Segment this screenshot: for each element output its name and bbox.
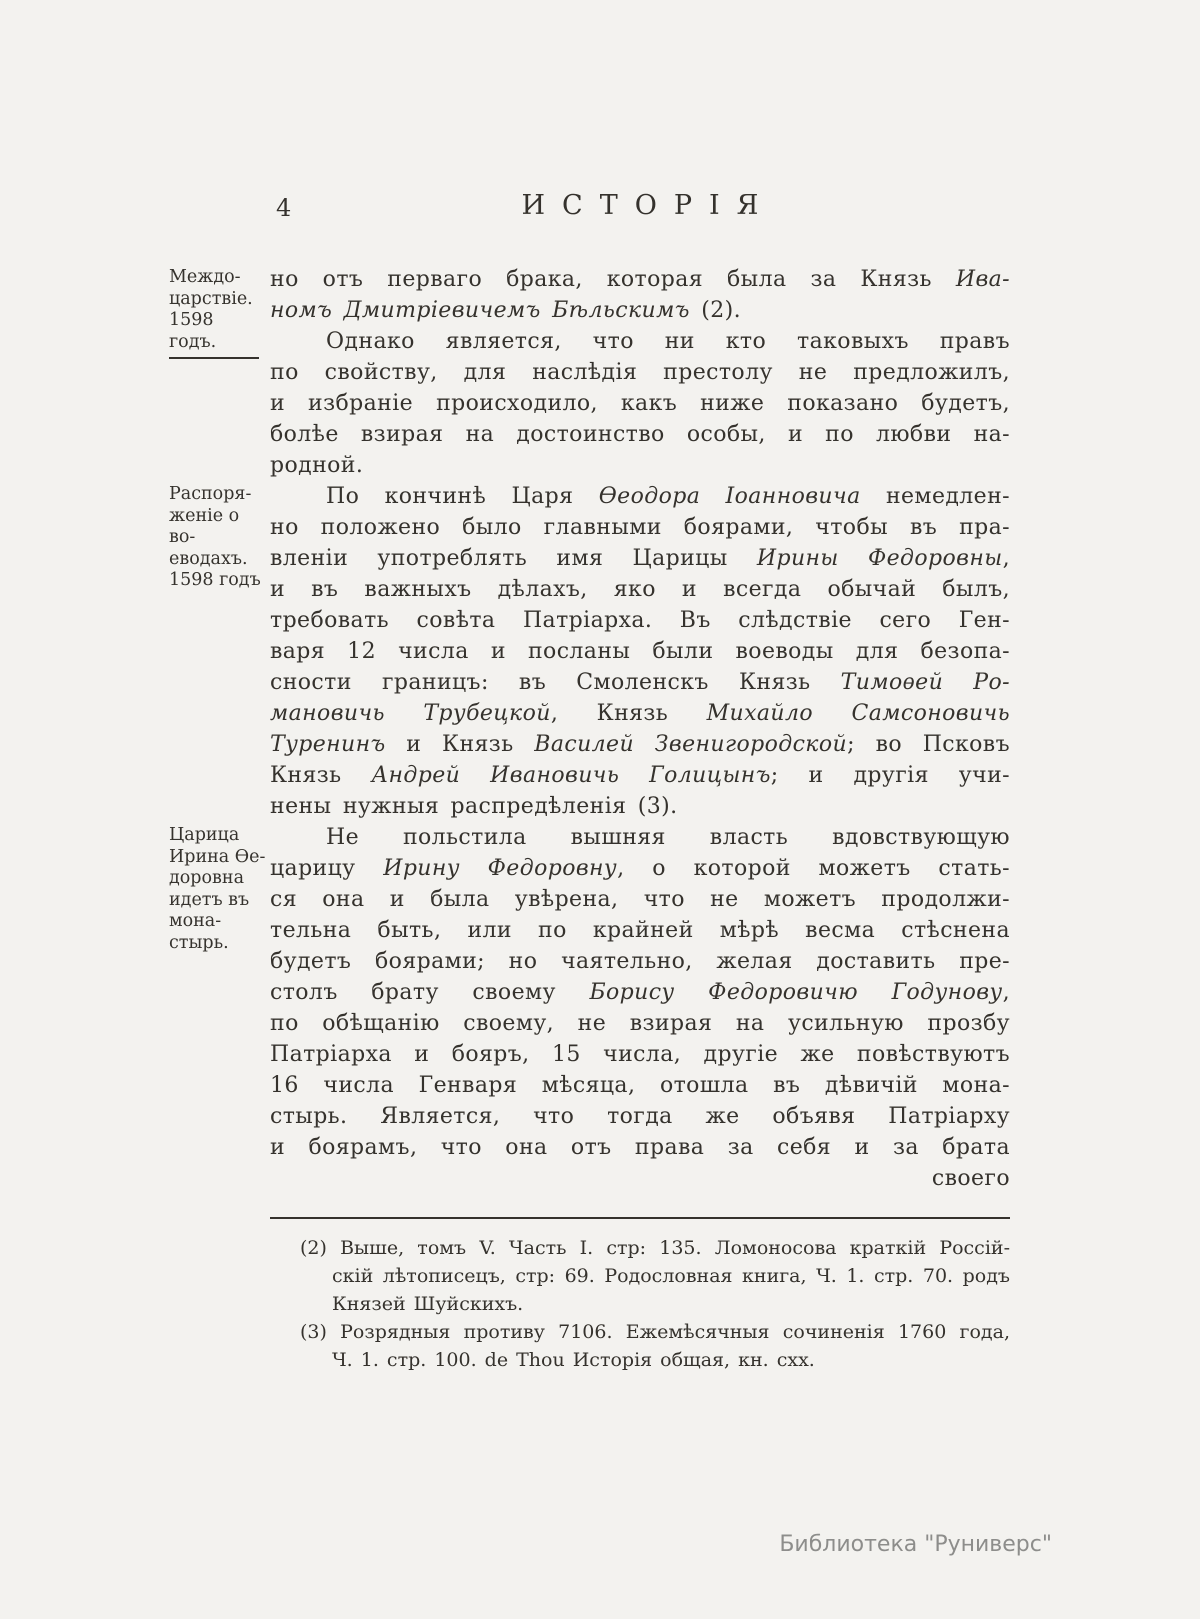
- plain-text: и въ важныхъ дѣлахъ, яко и всегда обычай былъ,: [270, 577, 1010, 602]
- italic-text: Андрей Ивановичь Голицынъ: [371, 763, 771, 788]
- plain-text: , о которой можетъ стать-: [617, 856, 1010, 881]
- text-line: [270, 388, 1010, 419]
- italic-text: номъ Дмитріевичемъ Бѣльскимъ: [270, 298, 690, 323]
- page-number: 4: [276, 194, 292, 222]
- plain-text: ,: [1002, 980, 1010, 1005]
- margin-note: [169, 825, 266, 954]
- plain-text: нены нужныя распредѣленія (3).: [270, 794, 678, 819]
- footnotes: [300, 1234, 1010, 1374]
- plain-text: По кончинѣ Царя: [326, 484, 599, 509]
- text-line: [270, 574, 1010, 605]
- italic-text: мановичь Трубецкой: [270, 701, 551, 726]
- plain-text: ; и другія учи-: [770, 763, 1010, 788]
- footnote: [300, 1234, 1010, 1318]
- margin-note-rule: [169, 357, 259, 359]
- footnote-line: Ч. 1. стр. 100. de Thou Исторія общая, кн. cxx.: [332, 1349, 815, 1371]
- margin-note: [169, 267, 266, 359]
- footnote: [300, 1318, 1010, 1374]
- plain-text: тельна быть, или по крайней мѣрѣ весма стѣснена: [270, 918, 1010, 943]
- text-line: [270, 946, 1010, 977]
- text-line: [270, 884, 1010, 915]
- text-line: [270, 698, 1010, 729]
- plain-text: родной.: [270, 453, 364, 478]
- page-header-row: [270, 190, 1010, 226]
- text-line: [270, 1101, 1010, 1132]
- catchword: своего: [931, 1166, 1010, 1191]
- plain-text: по обѣщанію своему, не взирая на усильную прозбу: [270, 1011, 1010, 1036]
- text-line: [270, 419, 1010, 450]
- plain-text: , Князь: [550, 701, 707, 726]
- margin-note-line: женіе о во-: [169, 505, 240, 547]
- footnote-line: (2) Выше, томъ V. Часть I. стр: 135. Ломоносова краткій Россій-: [300, 1237, 1010, 1259]
- plain-text: Не польстила вышняя власть вдовствующую: [326, 825, 1010, 850]
- plain-text: Однако является, что ни кто таковыхъ правъ: [326, 329, 1010, 354]
- plain-text: вленіи употреблять имя Царицы: [270, 546, 757, 571]
- text-line: [270, 481, 1010, 512]
- text-line: [270, 915, 1010, 946]
- text-line: [270, 512, 1010, 543]
- text-line: [270, 264, 1010, 295]
- italic-text: Василей Звенигородской: [534, 732, 848, 757]
- margin-note-line: Междо-: [169, 267, 241, 287]
- margin-note-line: Ирина Ѳе-: [169, 846, 266, 867]
- footnote-line: (3) Розрядныя противу 7106. Ежемѣсячныя сочиненія 1760 года,: [300, 1321, 1010, 1343]
- text-line: [270, 1070, 1010, 1101]
- plain-text: 16 числа Генваря мѣсяца, отошла въ дѣвичій мона-: [270, 1073, 1010, 1098]
- library-watermark: Библиотека "Руниверс": [779, 1532, 1052, 1557]
- text-line: [270, 791, 1010, 822]
- footnote-rule: [270, 1217, 1010, 1219]
- plain-text: но отъ перваго брака, которая была за Князь: [270, 267, 956, 292]
- text-line: [270, 605, 1010, 636]
- italic-text: Борису Федоровичю Годунову: [589, 980, 1003, 1005]
- text-line: [270, 667, 1010, 698]
- text-line: [270, 295, 1010, 326]
- margin-note-line: мона-: [169, 911, 222, 931]
- margin-note-line: идетъ въ: [169, 889, 250, 910]
- italic-text: Ѳеодора Іоанновича: [598, 484, 861, 509]
- text-line: [270, 357, 1010, 388]
- text-line: [270, 1132, 1010, 1163]
- italic-text: Туренинъ: [270, 732, 386, 757]
- plain-text: царицу: [270, 856, 384, 881]
- text-line: [270, 543, 1010, 574]
- plain-text: ,: [1002, 546, 1010, 571]
- italic-text: Ирину Федоровну: [383, 856, 618, 881]
- margin-note-line: еводахъ.: [169, 548, 248, 569]
- margin-note-line: царствіе.: [169, 288, 253, 309]
- footnote-line: скій лѣтописецъ, стр: 69. Родословная книга, Ч. 1. стр. 70. родъ: [332, 1265, 1010, 1287]
- text-line: [270, 822, 1010, 853]
- text-line: [270, 977, 1010, 1008]
- text-line: [270, 1039, 1010, 1070]
- text-line: [270, 760, 1010, 791]
- plain-text: Патріарха и бояръ, 15 числа, другіе же повѣствуютъ: [270, 1042, 1010, 1067]
- plain-text: и избраніе происходило, какъ ниже показано будетъ,: [270, 391, 1010, 416]
- text-block: [169, 264, 1011, 1194]
- margin-note-line: доровна: [169, 868, 244, 888]
- footnote-line: Князей Шуйскихъ.: [332, 1293, 524, 1315]
- plain-text: немедлен-: [860, 484, 1011, 509]
- paragraph: [169, 822, 1010, 1194]
- plain-text: требовать совѣта Патріарха. Въ слѣдствіе сего Ген-: [270, 608, 1010, 633]
- plain-text: но положено было главными боярами, чтобы въ пра-: [270, 515, 1010, 540]
- paragraph: [169, 481, 1011, 822]
- margin-note-line: Распоря-: [169, 484, 252, 504]
- text-line: [270, 636, 1010, 667]
- text-line: [270, 853, 1010, 884]
- page-content: [169, 190, 1011, 1374]
- italic-text: Ирины Федоровны: [756, 546, 1003, 571]
- page-title: ИСТОРІЯ: [521, 190, 776, 221]
- margin-note-line: 1598 годъ.: [169, 310, 217, 352]
- plain-text: Князь: [270, 763, 372, 788]
- plain-text: ; во Псковъ: [847, 732, 1010, 757]
- plain-text: сности границъ: въ Смоленскъ Князь: [270, 670, 841, 695]
- plain-text: и боярамъ, что она отъ права за себя и за брата: [270, 1135, 1010, 1160]
- italic-text: Тимоѳей Ро-: [840, 670, 1010, 695]
- plain-text: болѣе взирая на достоинство особы, и по любви на-: [270, 422, 1010, 447]
- margin-note-line: стырь.: [169, 932, 229, 953]
- text-line: [270, 729, 1010, 760]
- plain-text: будетъ боярами; но чаятельно, желая доставить пре-: [270, 949, 1010, 974]
- text-line: [270, 450, 1010, 481]
- margin-note-line: 1598 годъ: [169, 570, 261, 590]
- plain-text: (2).: [689, 298, 741, 323]
- margin-note: [169, 484, 266, 592]
- plain-text: и Князь: [385, 732, 535, 757]
- plain-text: ся она и была увѣрена, что не можетъ продолжи-: [270, 887, 1010, 912]
- plain-text: стырь. Является, что тогда же объявя Патріарху: [270, 1104, 1010, 1129]
- margin-note-line: Царица: [169, 825, 240, 845]
- italic-text: Михайло Самсоновичь: [706, 701, 1010, 726]
- plain-text: варя 12 числа и посланы были воеводы для безопа-: [270, 639, 1010, 664]
- text-line: [270, 326, 1010, 357]
- text-line: [270, 1008, 1010, 1039]
- plain-text: по свойству, для наслѣдія престолу не предложилъ,: [270, 360, 1010, 385]
- plain-text: столъ брату своему: [270, 980, 590, 1005]
- paragraph: [270, 326, 1010, 481]
- italic-text: Ива-: [955, 267, 1010, 292]
